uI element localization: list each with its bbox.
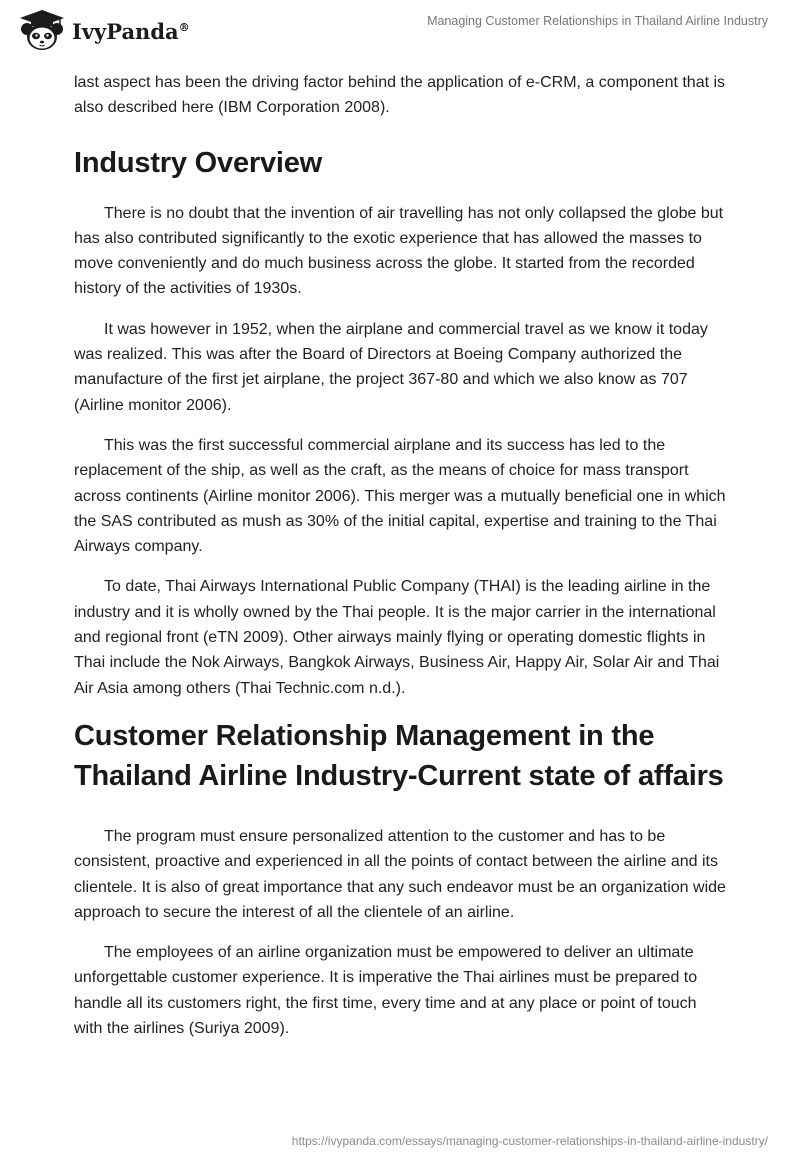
essay-content (74, 70, 729, 1056)
paragraph: The program must ensure personalized attention to the customer and has to be consistent, proactive and experienced in all the points of contact between the airline and its clientele. It is also of great importance that any such endeavor must be an organization wide approach to secure the interest of all the clientele of an airline. (74, 827, 726, 921)
paragraph: It was however in 1952, when the airplane and commercial travel as we know it today was realized. This was after the Board of Directors at Boeing Company authorized the manufacture of the first jet airplane, the project 367-80 and which we also know as 707 (Airline monitor 2006). (74, 320, 708, 414)
document-title: Managing Customer Relationships in Thailand Airline Industry (427, 14, 768, 28)
registered-mark: ® (178, 20, 190, 34)
paragraph: To date, Thai Airways International Public Company (THAI) is the leading airline in the industry and it is wholly owned by the Thai people. It is the major carrier in the international and regional front (eTN 2009). Other airways mainly flying or operating domestic flights in Thai include the Nok Airways, Bangkok Airways, Business Air, Happy Air, Solar Air and Thai Air Asia among others (Thai Technic.com n.d.). (74, 578, 720, 697)
paragraph: The employees of an airline organization must be empowered to deliver an ultimate unforgettable customer experience. It is imperative the Thai airlines must be prepared to handle all its customers right, the first time, every time and at any place or point of touch with the airlines (Suriya 2009). (74, 944, 698, 1038)
brand-logo[interactable] (16, 8, 190, 52)
section-heading-industry-overview: Industry Overview (74, 146, 323, 179)
intro-paragraph: last aspect has been the driving factor behind the application of e-CRM, a component that is also described here (IBM Corporation 2008). (74, 74, 726, 117)
panda-graduate-icon (16, 8, 68, 52)
source-url-link[interactable]: https://ivypanda.com/essays/managing-customer-relationships-in-thailand-airline-industry/ (291, 1134, 768, 1148)
paragraph: There is no doubt that the invention of air travelling has not only collapsed the globe but has also contributed significantly to the exotic experience that has allowed the masses to move conveniently and do much business across the globe. It started from the recorded history of the activities of 1930s. (74, 204, 724, 298)
page-header (0, 0, 800, 60)
brand-name: IvyPanda® (72, 18, 190, 44)
paragraph: This was the first successful commercial airplane and its success has led to the replacement of the ship, as well as the craft, as the means of choice for mass transport across continents (Airline monitor 2006). This merger was a mutually beneficial one in which the SAS contributed as mush as 30% of the initial capital, expertise and training to the Thai Airways company. (74, 436, 726, 556)
section-heading-crm: Customer Relationship Management in the Thailand Airline Industry-Current state of affairs (74, 719, 724, 792)
